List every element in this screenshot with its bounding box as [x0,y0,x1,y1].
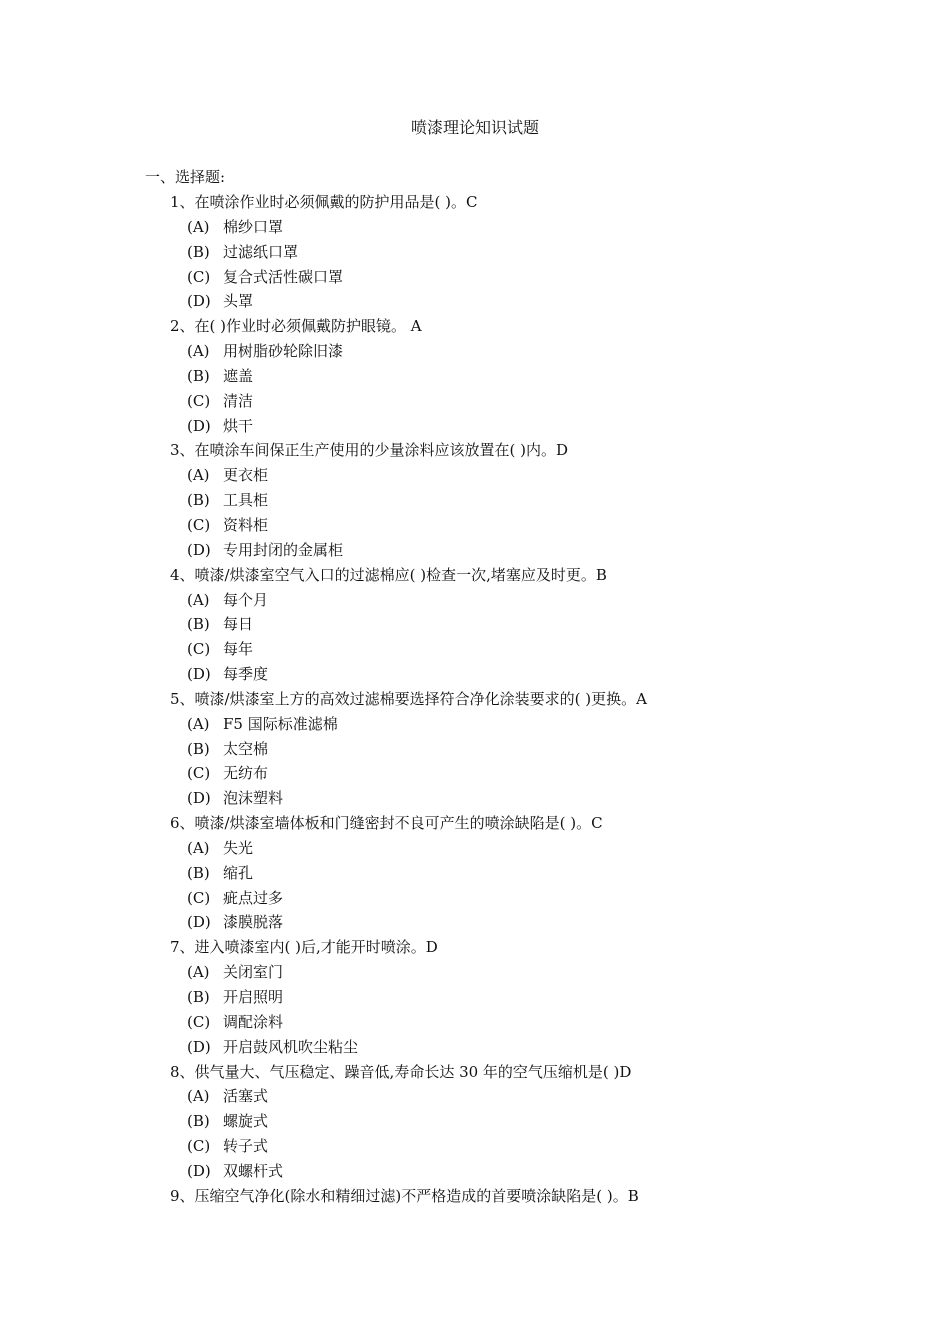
option-text: 调配涂料 [223,1012,284,1031]
question-8-option [0,1159,950,1184]
option-label: (C) [187,1137,211,1156]
option-label: (B) [187,863,210,882]
option-text: 螺旋式 [223,1112,269,1131]
option-label: (A) [187,342,210,361]
option-label: (C) [187,888,211,907]
question-8: 8、供气量大、气压稳定、躁音低,寿命长达 30 年的空气压缩机是( )D [170,1062,632,1081]
question-1-option [0,215,950,240]
option-text: 每年 [223,640,254,659]
question-8-option [0,1084,950,1109]
option-text: 活塞式 [223,1087,269,1106]
option-label: (D) [187,416,211,435]
question-4: 4、喷漆/烘漆室空气入口的过滤棉应( )检查一次,堵塞应及时更。B [170,565,607,584]
option-label: (A) [187,466,210,485]
option-label: (A) [187,217,210,236]
question-2-option [0,389,950,414]
option-text: 清洁 [223,391,254,410]
option-text: 遮盖 [223,366,254,385]
question-1-option [0,289,950,314]
question-3: 3、在喷涂车间保正生产使用的少量涂料应该放置在( )内。D [170,441,569,460]
question-3-option [0,488,950,513]
option-label: (A) [187,590,210,609]
option-label: (C) [187,640,211,659]
option-text: 双螺杆式 [223,1161,284,1180]
option-text: 开启照明 [223,988,284,1006]
option-label: (C) [187,1012,211,1031]
option-text: 泡沫塑料 [223,789,284,808]
section-heading: 一、选择题: [145,168,226,186]
option-text: 转子式 [223,1137,269,1156]
question-1-option [0,240,950,265]
question-5-option [0,786,950,811]
option-label: (B) [187,366,210,385]
question-5-option [0,761,950,786]
option-text: F5 国际标准滤棉 [223,714,338,733]
option-text: 用树脂砂轮除旧漆 [223,342,344,361]
option-label: (D) [187,913,211,932]
option-text: 复合式活性碳口罩 [223,267,344,286]
option-label: (B) [187,1112,210,1131]
option-label: (C) [187,515,211,534]
option-text: 过滤纸口罩 [223,242,299,261]
option-label: (B) [187,739,210,758]
question-7-option [0,985,950,1010]
option-text: 漆膜脱落 [223,913,284,932]
question-4-option [0,637,950,662]
question-3-option [0,463,950,488]
option-label: (B) [187,988,210,1006]
option-text: 每日 [223,615,254,634]
option-text: 烘干 [223,416,254,435]
option-label: (C) [187,267,211,286]
question-7: 7、进入喷漆室内( )后,才能开时喷涂。D [170,938,438,957]
question-2-option [0,414,950,439]
question-8-option [0,1134,950,1159]
option-text: 工具柜 [223,491,269,510]
question-3-option [0,513,950,538]
question-6-option [0,836,950,861]
option-label: (B) [187,491,210,510]
option-text: 棉纱口罩 [223,217,284,236]
option-label: (D) [187,1037,211,1056]
question-7-option [0,960,950,985]
question-3-option [0,538,950,563]
option-label: (D) [187,540,211,559]
question-2-option [0,364,950,389]
option-text: 每个月 [223,590,269,609]
option-text: 每季度 [223,665,269,684]
option-label: (C) [187,764,211,783]
option-label: (B) [187,615,210,634]
option-text: 资料柜 [223,515,269,534]
question-4-option [0,588,950,613]
question-7-option [0,1010,950,1035]
option-text: 太空棉 [223,739,269,758]
option-label: (D) [187,1161,211,1180]
question-4-option [0,612,950,637]
question-6-option [0,886,950,911]
option-label: (B) [187,242,210,261]
question-9: 9、压缩空气净化(除水和精细过滤)不严格造成的首要喷涂缺陷是( )。B [170,1186,639,1205]
question-7-option [0,1035,950,1060]
option-label: (D) [187,292,211,311]
question-8-option [0,1109,950,1134]
option-text: 开启鼓风机吹尘粘尘 [223,1037,359,1056]
document-title: 喷漆理论知识试题 [410,118,539,137]
option-label: (A) [187,963,210,982]
question-5-option [0,712,950,737]
option-text: 疵点过多 [223,888,284,907]
question-1-option [0,265,950,290]
question-6: 6、喷漆/烘漆室墙体板和门缝密封不良可产生的喷涂缺陷是( )。C [170,814,603,833]
option-text: 头罩 [223,292,254,311]
option-text: 无纺布 [223,764,269,783]
question-4-option [0,662,950,687]
question-list [0,190,950,1209]
option-text: 缩孔 [223,863,254,882]
option-text: 关闭室门 [223,963,284,982]
question-5-option [0,737,950,762]
option-label: (A) [187,838,210,857]
question-6-option [0,861,950,886]
option-text: 专用封闭的金属柜 [223,540,344,559]
option-label: (C) [187,391,211,410]
option-label: (A) [187,714,210,733]
option-label: (D) [187,789,211,808]
option-label: (A) [187,1087,210,1106]
option-text: 更衣柜 [223,466,269,485]
option-label: (D) [187,665,211,684]
question-5: 5、喷漆/烘漆室上方的高效过滤棉要选择符合净化涂装要求的( )更换。A [170,689,647,708]
option-text: 失光 [223,838,254,857]
question-1: 1、在喷涂作业时必须佩戴的防护用品是( )。C [170,193,478,211]
question-2: 2、在( )作业时必须佩戴防护眼镜。 A [170,317,422,336]
question-2-option [0,339,950,364]
question-6-option [0,910,950,935]
